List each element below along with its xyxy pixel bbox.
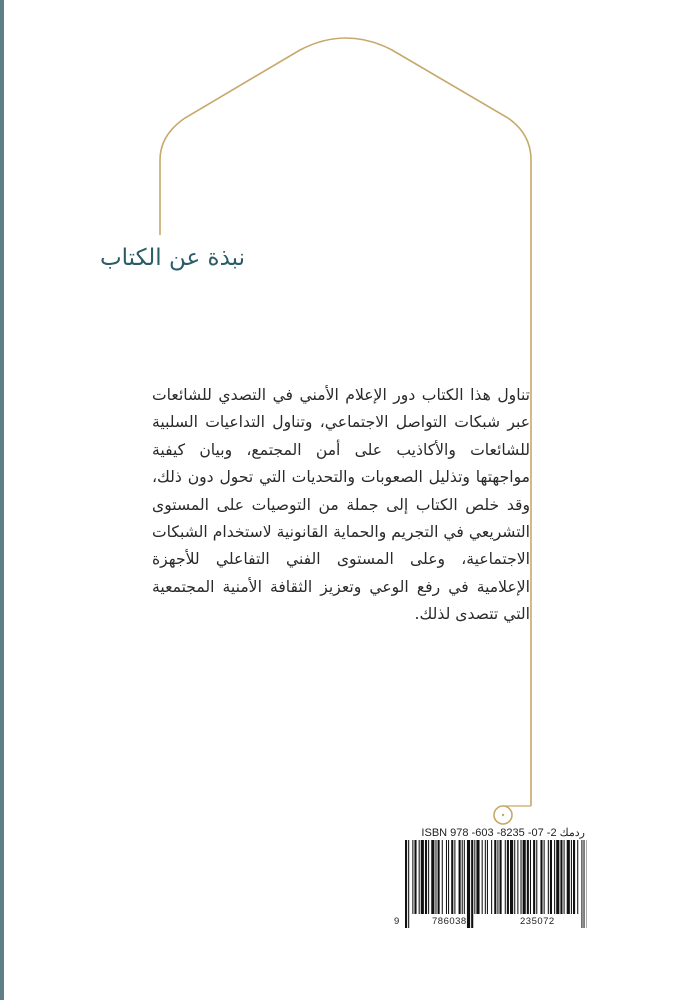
- barcode-bar: [476, 840, 479, 914]
- barcode-bar: [584, 840, 585, 928]
- barcode-bar: [514, 840, 515, 914]
- barcode-lead-digit: 9: [394, 916, 400, 927]
- book-summary-paragraph: تناول هذا الكتاب دور الإعلام الأمني في التصدي للشائعات عبر شبكات التواصل الاجتماعي، وتناول التداعيات السلبية للشائعات والأكاذيب على أمن المجتمع، وبيان كيفية مواجهتها وتذليل الصعوبات والتحديات التي تحول دون ذلك، وقد خلص الكتاب إلى جملة من التوصيات على المستوى التشريعي في التجريم والحماية القانونية لاستخدام الشبكات الاجتماعية، وعلى المستوى الفني التفاعلي للأجهزة الإعلامية في رفع الوعي وتعزيز الثقافة الأمنية المجتمعية التي تتصدى لذلك.: [152, 386, 530, 624]
- barcode-bar: [425, 840, 427, 914]
- barcode-bar: [485, 840, 486, 914]
- barcode-bar: [497, 840, 498, 914]
- barcode-bar: [459, 840, 461, 914]
- barcode-bar: [438, 840, 440, 914]
- barcode-bar: [507, 840, 509, 914]
- barcode-bar: [414, 840, 416, 914]
- barcode-bar: [581, 840, 582, 928]
- barcode-bar: [500, 840, 502, 914]
- barcode-bar: [533, 840, 535, 914]
- about-book-heading: نبذة عن الكتاب: [99, 245, 245, 271]
- barcode-bar: [510, 840, 513, 914]
- barcode-bar: [408, 840, 409, 928]
- barcode-bar: [454, 840, 455, 914]
- barcode-bar: [536, 840, 537, 914]
- barcode-right-digits: 235072: [520, 916, 555, 927]
- barcode-bar: [544, 840, 545, 914]
- barcode-bar: [491, 840, 492, 914]
- barcode-bar: [505, 840, 506, 914]
- barcode-bar: [571, 840, 572, 914]
- barcode-bar: [451, 840, 453, 914]
- barcode-bar: [419, 840, 420, 914]
- barcode-bar: [554, 840, 555, 914]
- barcode-bar: [471, 840, 473, 928]
- barcode-bar: [482, 840, 483, 914]
- barcode-bar: [464, 840, 465, 914]
- barcode-bar: [448, 840, 449, 914]
- barcode-left-digits: 786038: [432, 916, 467, 927]
- barcode-bar: [523, 840, 526, 914]
- barcode-bar: [564, 840, 565, 914]
- barcode-bar: [431, 840, 434, 914]
- barcode-bar: [573, 840, 575, 914]
- barcode-bar: [462, 840, 463, 914]
- barcode-bar: [428, 840, 429, 914]
- barcode-bar: [446, 840, 447, 914]
- barcode-bar: [421, 840, 424, 914]
- barcode-bar: [494, 840, 496, 914]
- barcode-bar: [412, 840, 413, 914]
- barcode-bar: [527, 840, 529, 914]
- barcode-bar: [560, 840, 562, 914]
- barcode-bar: [474, 840, 475, 914]
- barcode-bar: [435, 840, 436, 914]
- isbn-label: ISBN 978 -603 -8235 -07 -2 ردمك: [421, 827, 585, 839]
- barcode-bar: [550, 840, 552, 914]
- barcode-bar: [517, 840, 518, 914]
- barcode-bar: [556, 840, 559, 914]
- barcode-bar: [521, 840, 522, 914]
- barcode-bar: [540, 840, 542, 914]
- barcode-bar: [467, 840, 470, 928]
- barcode-bar: [530, 840, 531, 914]
- barcode-bar: [567, 840, 570, 914]
- barcode-bar: [442, 840, 443, 914]
- barcode-bar: [405, 840, 407, 928]
- barcode-bar: [548, 840, 549, 914]
- barcode-bar: [577, 840, 578, 914]
- barcode-bar: [487, 840, 488, 914]
